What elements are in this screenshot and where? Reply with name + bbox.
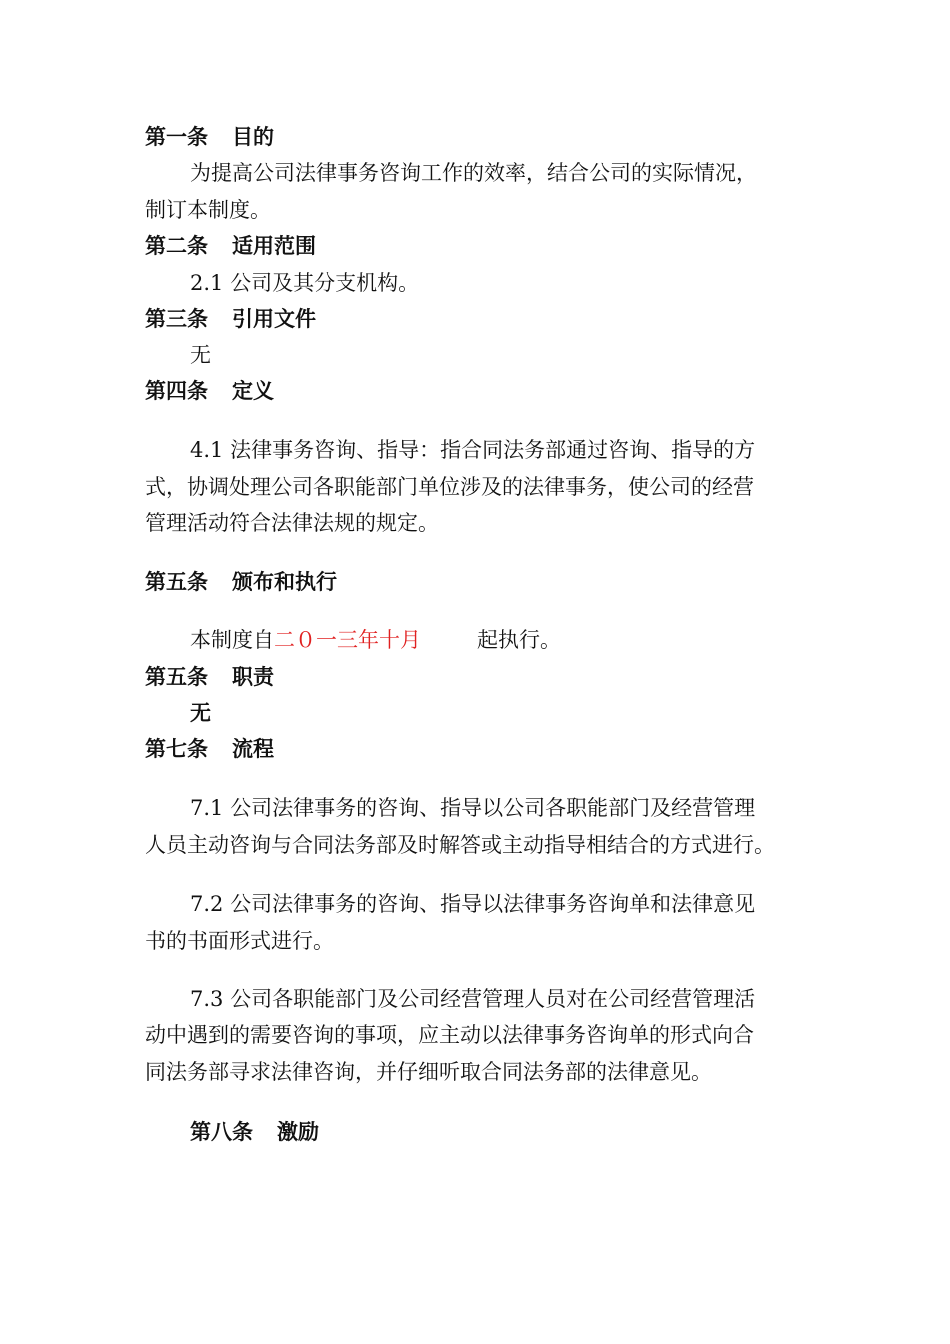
section-title: 目的	[232, 124, 274, 149]
section-number: 第一条	[145, 124, 208, 149]
paragraph-line: 无	[190, 700, 211, 725]
effective-suffix: 起执行。	[477, 628, 561, 652]
section-title: 定义	[232, 378, 274, 403]
section-heading	[145, 378, 274, 404]
section-title: 适用范围	[232, 233, 316, 258]
section-title: 职责	[232, 664, 274, 689]
paragraph-line: 制订本制度。	[145, 198, 271, 222]
section-heading	[145, 664, 274, 690]
paragraph-line: 书的书面形式进行。	[145, 929, 334, 953]
section-heading	[145, 569, 337, 595]
paragraph-line: 同法务部寻求法律咨询，并仔细听取合同法务部的法律意见。	[145, 1060, 712, 1084]
section-title: 流程	[232, 736, 274, 761]
paragraph-line: 式，协调处理公司各职能部门单位涉及的法律事务，使公司的经营	[145, 475, 754, 499]
section-title: 激励	[277, 1119, 319, 1144]
section-heading	[190, 1119, 319, 1145]
effective-date: 二０一三年十月	[274, 628, 421, 652]
paragraph-line: 4.1 法律事务咨询、指导：指合同法务部通过咨询、指导的方	[190, 438, 756, 462]
paragraph-line: 为提高公司法律事务咨询工作的效率，结合公司的实际情况，	[190, 161, 757, 185]
paragraph-line: 动中遇到的需要咨询的事项，应主动以法律事务咨询单的形式向合	[145, 1023, 754, 1047]
section-number: 第五条	[145, 569, 208, 594]
paragraph-line: 人员主动咨询与合同法务部及时解答或主动指导相结合的方式进行。	[145, 833, 775, 857]
section-number: 第三条	[145, 306, 208, 331]
section-heading	[145, 124, 274, 150]
section-number: 第五条	[145, 664, 208, 689]
paragraph-line: 7.1 公司法律事务的咨询、指导以公司各职能部门及经营管理	[190, 796, 756, 820]
effective-prefix: 本制度自	[190, 628, 274, 652]
effective-date-line	[190, 627, 561, 653]
section-number: 第四条	[145, 378, 208, 403]
section-heading	[145, 233, 316, 259]
section-heading	[145, 306, 316, 332]
section-title: 颁布和执行	[232, 569, 337, 594]
paragraph-line: 无	[190, 343, 211, 367]
section-number: 第七条	[145, 736, 208, 761]
paragraph-line: 7.2 公司法律事务的咨询、指导以法律事务咨询单和法律意见	[190, 892, 756, 916]
paragraph-line: 管理活动符合法律法规的规定。	[145, 511, 439, 535]
section-title: 引用文件	[232, 306, 316, 331]
section-heading	[145, 736, 274, 762]
section-number: 第八条	[190, 1119, 253, 1144]
paragraph-line: 7.3 公司各职能部门及公司经营管理人员对在公司经营管理活	[190, 987, 756, 1011]
paragraph-line: 2.1 公司及其分支机构。	[190, 271, 420, 295]
section-number: 第二条	[145, 233, 208, 258]
